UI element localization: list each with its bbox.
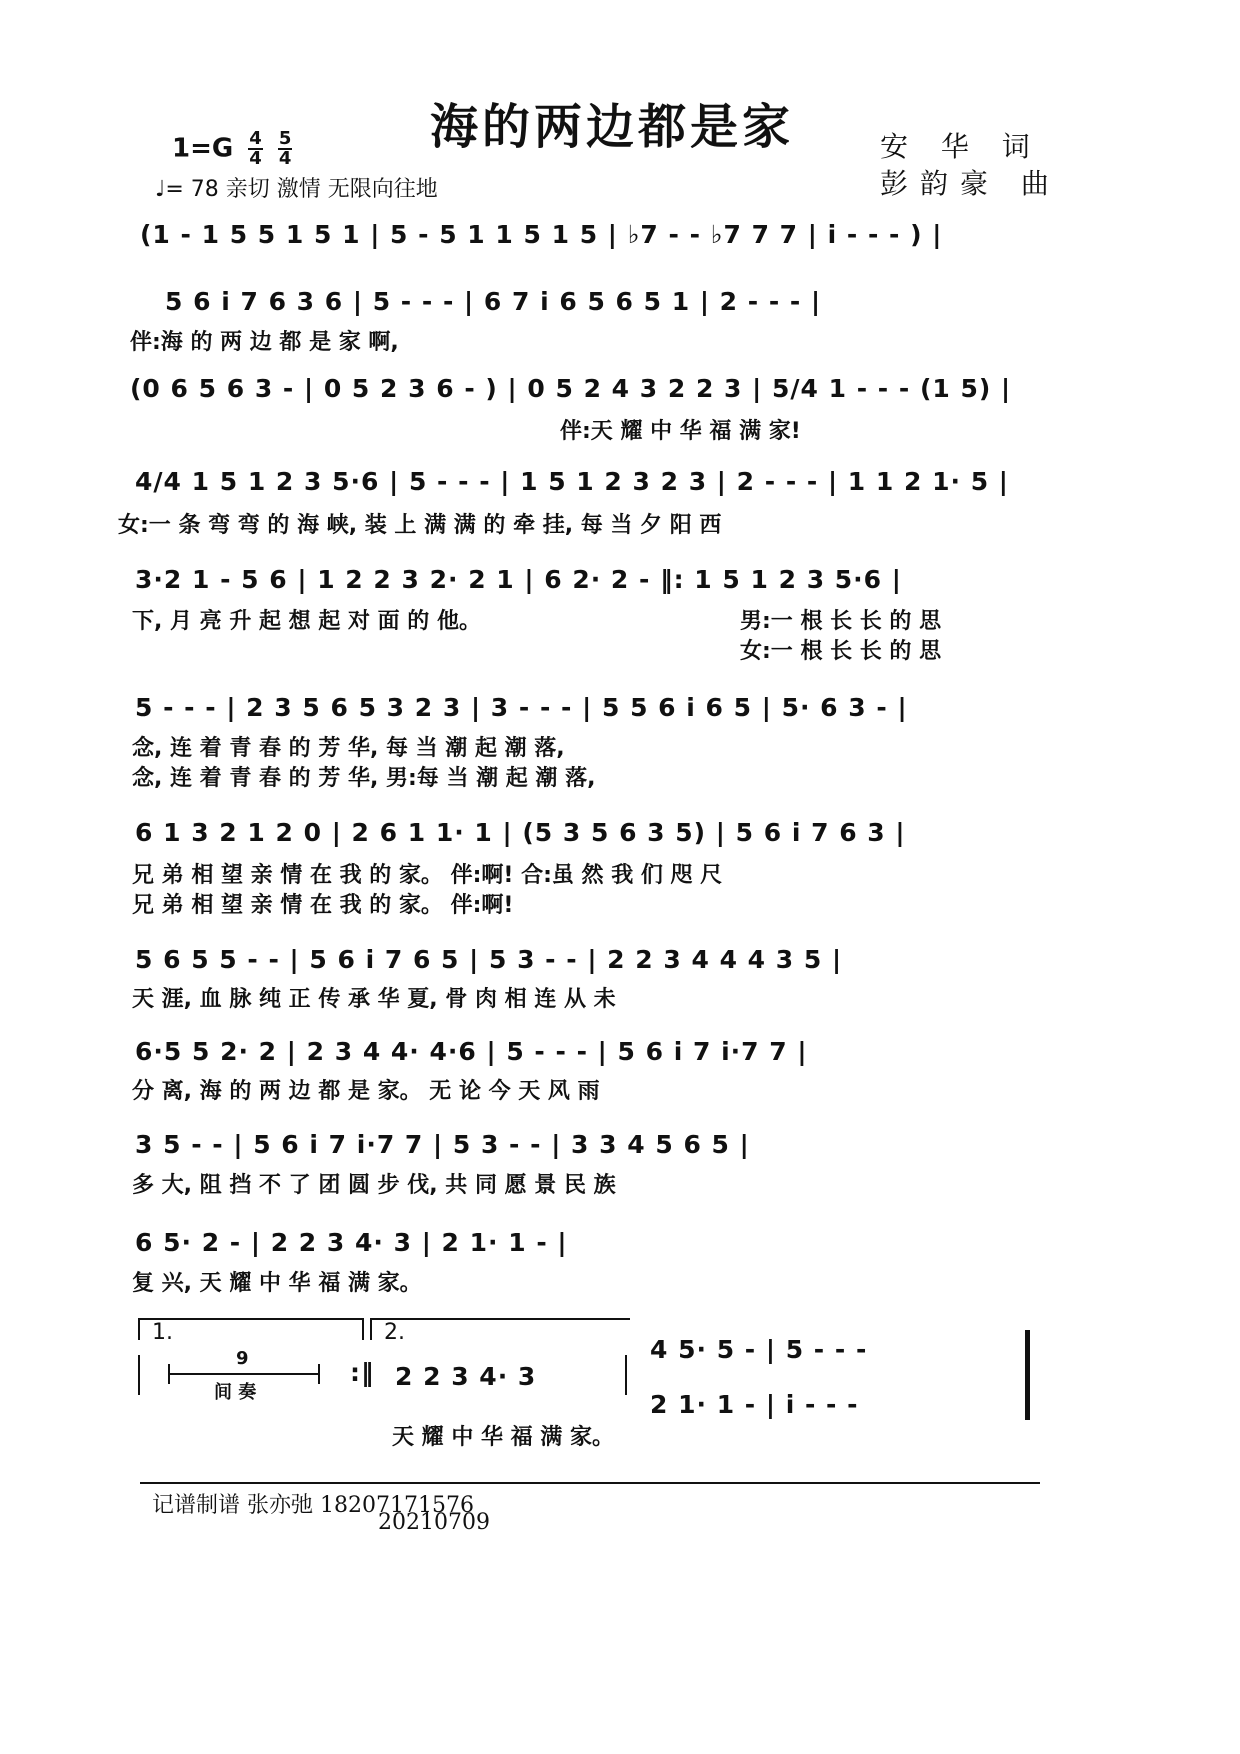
final-barline xyxy=(1025,1330,1030,1420)
lyric-line-5a: 下, 月 亮 升 起 想 起 对 面 的 他。 xyxy=(132,609,481,634)
interlude-count: 9 xyxy=(236,1348,249,1369)
barline-start xyxy=(138,1355,140,1395)
composer-credit: 彭韵豪 曲 xyxy=(880,167,1061,200)
volta-1-bracket xyxy=(138,1318,140,1340)
lyric-line-5c: 女:一 根 长 长 的 思 xyxy=(740,639,942,664)
volta-1-label: 1. xyxy=(152,1320,173,1345)
key-signature xyxy=(172,130,292,168)
interlude-tick-left xyxy=(168,1364,170,1384)
repeat-end-sign: :‖ xyxy=(350,1358,375,1387)
volta-1-end xyxy=(362,1318,364,1340)
lyric-line-10a: 多 大, 阻 挡 不 了 团 圆 步 伐, 共 同 愿 景 民 族 xyxy=(132,1173,616,1198)
volta-2-label: 2. xyxy=(384,1320,405,1345)
lyric-line-5b: 男:一 根 长 长 的 思 xyxy=(740,609,942,634)
lyric-line-7a: 兄 弟 相 望 亲 情 在 我 的 家。 伴:啊! 合:虽 然 我 们 咫 尺 xyxy=(132,863,723,888)
staff-line-2: 5 6 i 7 6 3 6 | 5 - - - | 6 7 i 6 5 6 5 1 | 2 - - - | xyxy=(165,287,822,316)
ending-lyrics: 天 耀 中 华 福 满 家。 xyxy=(392,1425,614,1450)
interlude-label: 间 奏 xyxy=(214,1382,257,1403)
time-signature-5-4: $\frac{5}{4}$ xyxy=(278,128,292,169)
ending-lower-voice: 2 1· 1 - | i - - - xyxy=(650,1390,859,1419)
staff-line-11: 6 5· 2 - | 2 2 3 4· 3 | 2 1· 1 - | xyxy=(135,1228,568,1257)
staff-line-10: 3 5 - - | 5 6 i 7 i·7 7 | 5 3 - - | 3 3 4 5 6 5 | xyxy=(135,1130,750,1159)
lyric-line-8a: 天 涯, 血 脉 纯 正 传 承 华 夏, 骨 肉 相 连 从 未 xyxy=(132,987,616,1012)
footer-date: 20210709 xyxy=(378,1510,490,1535)
tempo-marking: ♩= 78 亲切 激情 无限向往地 xyxy=(155,177,438,202)
volta-2-notes: 2 2 3 4· 3 xyxy=(395,1362,537,1391)
staff-line-6: 5 - - - | 2 3 5 6 5 3 2 3 | 3 - - - | 5 5 6 i 6 5 | 5· 6 3 - | xyxy=(135,693,908,722)
lyric-line-6a: 念, 连 着 青 春 的 芳 华, 每 当 潮 起 潮 落, xyxy=(132,736,565,761)
volta-2-bracket xyxy=(370,1318,372,1340)
lyric-line-9a: 分 离, 海 的 两 边 都 是 家。 无 论 今 天 风 雨 xyxy=(132,1079,600,1104)
key-label: 1=G xyxy=(172,133,234,164)
volta-2-line xyxy=(370,1318,630,1320)
staff-line-5: 3·2 1 - 5 6 | 1 2 2 3 2· 2 1 | 6 2· 2 - ‖: 1 5 1 2 3 5·6 | xyxy=(135,565,902,594)
interlude-tick-right xyxy=(318,1364,320,1384)
time-signature-4-4: $\frac{4}{4}$ xyxy=(249,128,262,169)
staff-line-1: (1 - 1 5 5 1 5 1 | 5 - 5 1 1 5 1 5 | ♭7 - - ♭7 7 7 | i - - - ) | xyxy=(140,220,943,249)
lyric-line-4a: 女:一 条 弯 弯 的 海 峡, 装 上 满 满 的 牵 挂, 每 当 夕 阳 西 xyxy=(118,513,722,538)
staff-line-3: (0 6 5 6 3 - | 0 5 2 3 6 - ) | 0 5 2 4 3 2 2 3 | 5/4 1 - - - (1 5) | xyxy=(130,374,1012,403)
lyric-line-3a: 伴:天 耀 中 华 福 满 家! xyxy=(560,419,801,444)
staff-line-7: 6 1 3 2 1 2 0 | 2 6 1 1· 1 | (5 3 5 6 3 5) | 5 6 i 7 6 3 | xyxy=(135,818,906,847)
staff-line-8: 5 6 5 5 - - | 5 6 i 7 6 5 | 5 3 - - | 2 2 3 4 4 4 3 5 | xyxy=(135,945,843,974)
staff-line-9: 6·5 5 2· 2 | 2 3 4 4· 4·6 | 5 - - - | 5 6 i 7 i·7 7 | xyxy=(135,1037,808,1066)
lyricist-credit: 安 华 词 xyxy=(880,130,1042,163)
ending-upper-voice: 4 5· 5 - | 5 - - - xyxy=(650,1335,868,1364)
staff-line-4: 4/4 1 5 1 2 3 5·6 | 5 - - - | 1 5 1 2 3 2 3 | 2 - - - | 1 1 2 1· 5 | xyxy=(135,467,1009,496)
barline-mid xyxy=(625,1355,627,1395)
interlude-line xyxy=(168,1373,318,1375)
lyric-line-7b: 兄 弟 相 望 亲 情 在 我 的 家。 伴:啊! xyxy=(132,893,514,918)
lyric-line-2a: 伴:海 的 两 边 都 是 家 啊, xyxy=(130,330,399,355)
lyric-line-11a: 复 兴, 天 耀 中 华 福 满 家。 xyxy=(132,1271,422,1296)
lyric-line-6b: 念, 连 着 青 春 的 芳 华, 男:每 当 潮 起 潮 落, xyxy=(132,766,596,791)
song-title: 海的两边都是家 xyxy=(430,99,795,155)
footer-maker: 记谱制谱 张亦弛 18207171576 xyxy=(152,1493,474,1518)
footer-rule xyxy=(140,1482,1040,1484)
